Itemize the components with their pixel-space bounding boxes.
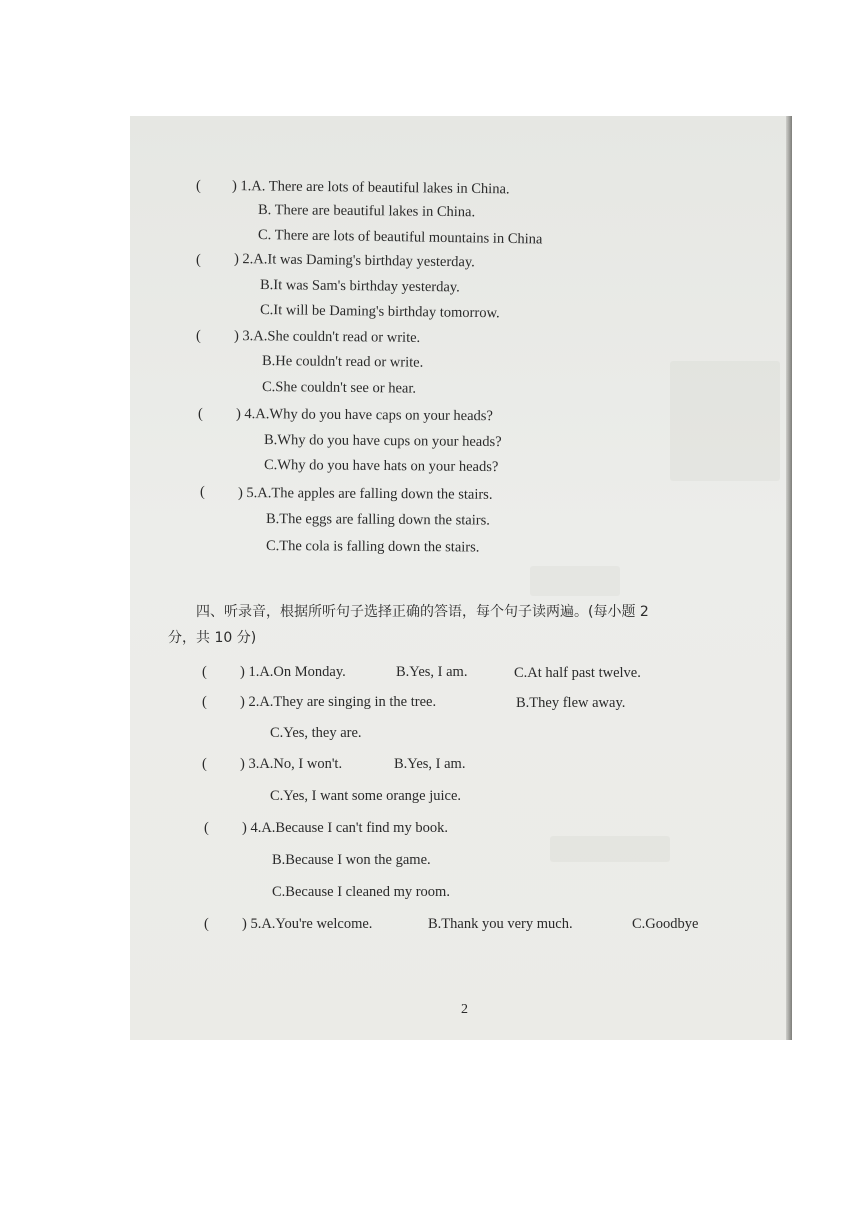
- section-4-title-continued: 分，共 10 分): [168, 630, 257, 646]
- section-4-q2-option-b: B.They flew away.: [516, 695, 626, 711]
- bleed-through-mark: [530, 566, 620, 596]
- question-1-option-b: B. There are beautiful lakes in China.: [257, 202, 476, 221]
- answer-paren[interactable]: (: [196, 328, 201, 344]
- question-1-option-a: ) 1.A. There are lots of beautiful lakes in China.: [231, 178, 510, 198]
- section-4-q3-option-c: C.Yes, I want some orange juice.: [270, 788, 462, 804]
- page-number: 2: [461, 1002, 468, 1017]
- section-4-title: 四、听录音，根据所听句子选择正确的答语，每个句子读两遍。(每小题 2: [196, 604, 649, 620]
- question-5-option-a: ) 5.A.The apples are falling down the stairs.: [237, 485, 493, 503]
- question-2-option-a: ) 2.A.It was Daming's birthday yesterday.: [233, 251, 475, 271]
- bleed-through-mark: [550, 836, 670, 862]
- section-4-q5-option-b: B.Thank you very much.: [428, 916, 573, 932]
- answer-paren[interactable]: (: [202, 664, 207, 680]
- section-4-q5-option-c: C.Goodbye: [632, 916, 699, 932]
- question-3-option-b: B.He couldn't read or write.: [261, 353, 424, 371]
- answer-paren[interactable]: (: [202, 756, 207, 772]
- question-2-option-b: B.It was Sam's birthday yesterday.: [259, 277, 460, 296]
- question-2-option-c: C.It will be Daming's birthday tomorrow.: [259, 302, 500, 322]
- answer-paren[interactable]: (: [204, 820, 209, 836]
- question-4-option-c: C.Why do you have hats on your heads?: [263, 457, 499, 476]
- answer-paren[interactable]: (: [202, 694, 207, 710]
- section-4-q1-option-c: C.At half past twelve.: [514, 665, 641, 681]
- section-4-q5-option-a: ) 5.A.You're welcome.: [242, 916, 373, 932]
- section-4-q3-option-a: ) 3.A.No, I won't.: [240, 756, 343, 772]
- bleed-through-mark: [670, 361, 780, 481]
- question-5-option-b: B.The eggs are falling down the stairs.: [265, 511, 490, 529]
- answer-paren[interactable]: (: [198, 406, 203, 422]
- question-3-option-c: C.She couldn't see or hear.: [261, 379, 417, 397]
- answer-paren[interactable]: (: [204, 916, 209, 932]
- section-4-q2-option-a: ) 2.A.They are singing in the tree.: [240, 694, 437, 710]
- section-4-q4-option-c: C.Because I cleaned my room.: [272, 884, 450, 900]
- answer-paren[interactable]: (: [200, 484, 205, 500]
- section-4-q3-option-b: B.Yes, I am.: [394, 756, 466, 772]
- section-4-q4-option-b: B.Because I won the game.: [272, 852, 431, 868]
- section-4-q1-option-a: ) 1.A.On Monday.: [240, 664, 346, 680]
- question-5-option-c: C.The cola is falling down the stairs.: [265, 538, 480, 556]
- section-4-q4-option-a: ) 4.A.Because I can't find my book.: [242, 820, 448, 836]
- section-4-q2-option-c: C.Yes, they are.: [270, 725, 362, 741]
- question-4-option-a: ) 4.A.Why do you have caps on your heads?: [235, 406, 493, 425]
- section-4-q1-option-b: B.Yes, I am.: [396, 664, 468, 680]
- answer-paren[interactable]: (: [196, 178, 201, 194]
- scan-edge-shadow: [786, 116, 792, 1040]
- question-4-option-b: B.Why do you have cups on your heads?: [263, 432, 502, 451]
- question-1-option-c: C. There are lots of beautiful mountains in China: [257, 227, 543, 248]
- answer-paren[interactable]: (: [196, 252, 201, 268]
- question-3-option-a: ) 3.A.She couldn't read or write.: [233, 328, 421, 346]
